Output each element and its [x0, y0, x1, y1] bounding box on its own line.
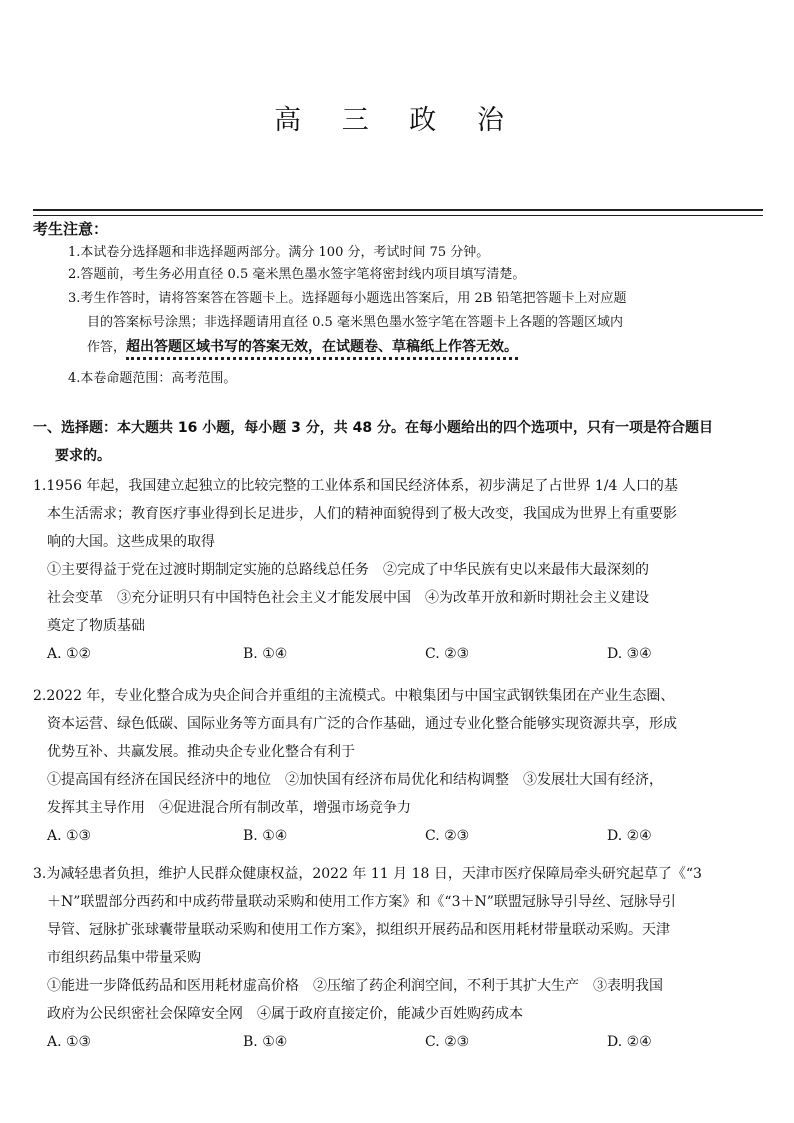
question-stem: [33, 472, 768, 556]
notice-emphasis: 超出答题区域书写的答案无效，在试题卷、草稿纸上作答无效。: [126, 339, 518, 360]
stem-line: 资本运营、绿色低碳、国际业务等方面具有广泛的合作基础，通过专业化整合能够实现资源共享，形成: [47, 716, 677, 732]
stem-line: 1.1956 年起，我国建立起独立的比较完整的工业体系和国民经济体系，初步满足了占世界 1/4 人口的基: [33, 478, 678, 494]
question-1: [33, 472, 768, 668]
choice-d: D. ③④: [607, 646, 652, 662]
notice-heading: 考生注意：: [33, 220, 109, 238]
choice-d: D. ②④: [607, 1034, 652, 1050]
choice-d: D. ②④: [607, 828, 652, 844]
question-stem: [33, 860, 768, 972]
stem-line: 响的大国。这些成果的取得: [47, 534, 215, 550]
choice-c: C. ②③: [425, 828, 470, 844]
page-title: 高 三 政 治: [274, 105, 520, 137]
notice-item-3-cont: 目的答案标号涂黑；非选择题请用直径 0.5 毫米黑色墨水签字笔在答题卡上各题的答题区域内: [87, 315, 623, 330]
question-stem: [33, 682, 768, 766]
section-heading-line1: 一、选择题：本大题共 16 小题，每小题 3 分，共 48 分。在每小题给出的四个选项中，只有一项是符合题目: [33, 420, 713, 436]
stem-line: 导管、冠脉扩张球囊带量联动采购和使用工作方案》，拟组织开展药品和医用耗材带量联动采购。天津: [47, 922, 670, 938]
statement-line: ①提高国有经济在国民经济中的地位 ②加快国有经济布局优化和结构调整 ③发展壮大国有经济，: [47, 772, 663, 788]
notice-item-3-lead: 作答，: [87, 340, 127, 355]
notice-item-1: 1.本试卷分选择题和非选择题两部分。满分 100 分，考试时间 75 分钟。: [68, 245, 490, 260]
statement-line: 政府为公民织密社会保障安全网 ④属于政府直接定价，能减少百姓购药成本: [47, 1006, 523, 1022]
choice-c: C. ②③: [425, 646, 470, 662]
stem-line: 3.为减轻患者负担，维护人民群众健康权益，2022 年 11 月 18 日，天津市医疗保障局牵头研究起草了《“3: [33, 866, 702, 882]
question-statements: [33, 556, 768, 640]
answer-choices: [47, 822, 768, 850]
section-heading: [33, 414, 768, 470]
choice-a: A. ①③: [47, 828, 92, 844]
choice-b: B. ①④: [243, 646, 288, 662]
notice-item-3-cont2: [87, 336, 763, 359]
section-heading-line2: 要求的。: [55, 448, 111, 464]
statement-line: 奠定了物质基础: [47, 618, 145, 634]
statement-line: 发挥其主导作用 ④促进混合所有制改革，增强市场竞争力: [47, 800, 411, 816]
stem-line: 2.2022 年，专业化整合成为央企间合并重组的主流模式。中粮集团与中国宝武钢铁集团在产业生态圈、: [33, 688, 675, 704]
notice-item-2: 2.答题前，考生务必用直径 0.5 毫米黑色墨水签字笔将密封线内项目填写清楚。: [68, 267, 526, 282]
stem-line: 优势互补、共赢发展。推动央企专业化整合有利于: [47, 744, 355, 760]
notice-item-3: 3.考生作答时，请将答案答在答题卡上。选择题每小题选出答案后，用 2B 铅笔把答题卡上对应题: [68, 291, 627, 306]
question-2: [33, 682, 768, 850]
statement-line: ①主要得益于党在过渡时期制定实施的总路线总任务 ②完成了中华民族有史以来最伟大最深刻的: [47, 562, 649, 578]
question-statements: [33, 766, 768, 822]
question-3: [33, 860, 768, 1056]
answer-choices: [47, 640, 768, 668]
stem-line: 本生活需求；教育医疗事业得到长足进步，人们的精神面貌得到了极大改变，我国成为世界上有重要影: [47, 506, 677, 522]
choice-c: C. ②③: [425, 1034, 470, 1050]
stem-line: ＋N”联盟部分西药和中成药带量联动采购和使用工作方案》和《“3＋N”联盟冠脉导引导丝、冠脉导引: [47, 894, 676, 910]
notice-item-4: 4.本卷命题范围：高考范围。: [68, 371, 237, 386]
question-statements: [33, 972, 768, 1028]
choice-b: B. ①④: [243, 828, 288, 844]
statement-line: ①能进一步降低药品和医用耗材虚高价格 ②压缩了药企利润空间，不利于其扩大生产 ③表明我国: [47, 978, 663, 994]
choice-a: A. ①③: [47, 1034, 92, 1050]
header-divider: [33, 209, 763, 216]
stem-line: 市组织药品集中带量采购: [47, 950, 201, 966]
statement-line: 社会变革 ③充分证明只有中国特色社会主义才能发展中国 ④为改革开放和新时期社会主义建设: [47, 590, 649, 606]
choice-a: A. ①②: [47, 646, 92, 662]
choice-b: B. ①④: [243, 1034, 288, 1050]
answer-choices: [47, 1028, 768, 1056]
